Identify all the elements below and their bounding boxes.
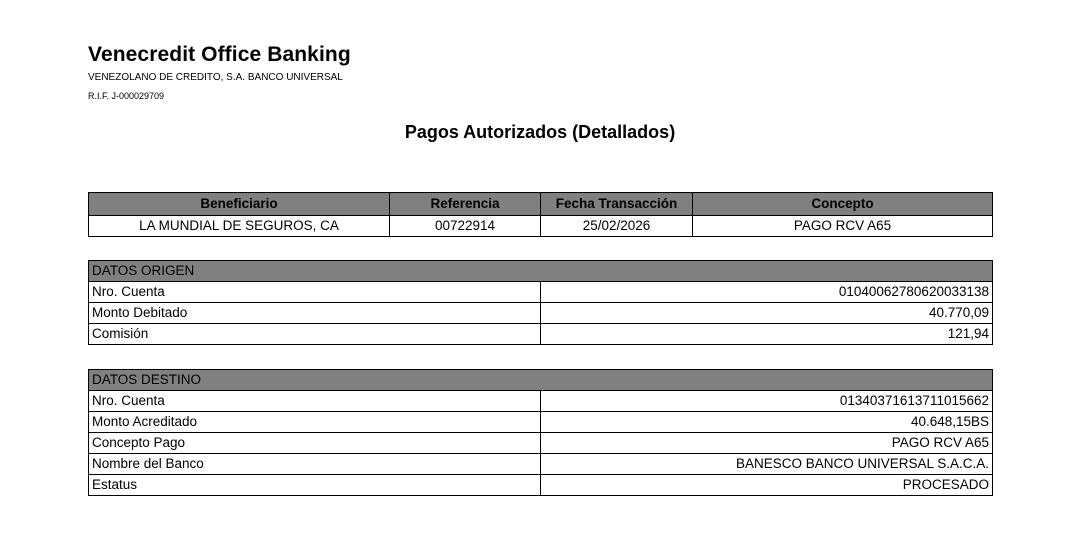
table-row bbox=[89, 433, 993, 454]
row-value: 01340371613711015662 bbox=[541, 391, 993, 412]
row-value: 01040062780620033138 bbox=[541, 282, 993, 303]
referencia-cell: 00722914 bbox=[390, 216, 541, 237]
rif-number: R.I.F. J-000029709 bbox=[88, 91, 165, 101]
row-label: Nro. Cuenta bbox=[89, 282, 541, 303]
fecha-cell: 25/02/2026 bbox=[541, 216, 693, 237]
payment-summary-table bbox=[88, 192, 993, 237]
row-value: 40.648,15BS bbox=[541, 412, 993, 433]
row-value: 121,94 bbox=[541, 324, 993, 345]
table-row bbox=[89, 412, 993, 433]
row-label: Estatus bbox=[89, 475, 541, 496]
row-label: Monto Debitado bbox=[89, 303, 541, 324]
row-label: Concepto Pago bbox=[89, 433, 541, 454]
bank-name: Venecredit Office Banking bbox=[88, 43, 351, 66]
company-name: VENEZOLANO DE CREDITO, S.A. BANCO UNIVERSAL bbox=[88, 72, 343, 83]
row-value: 40.770,09 bbox=[541, 303, 993, 324]
column-header-referencia: Referencia bbox=[390, 193, 541, 216]
row-label: Nro. Cuenta bbox=[89, 391, 541, 412]
beneficiario-cell: LA MUNDIAL DE SEGUROS, CA bbox=[89, 216, 390, 237]
column-header-beneficiario: Beneficiario bbox=[89, 193, 390, 216]
section-title: DATOS ORIGEN bbox=[89, 261, 993, 282]
section-header-destino bbox=[89, 370, 993, 391]
row-label: Monto Acreditado bbox=[89, 412, 541, 433]
row-value: PAGO RCV A65 bbox=[541, 433, 993, 454]
row-label: Nombre del Banco bbox=[89, 454, 541, 475]
row-label: Comisión bbox=[89, 324, 541, 345]
section-header-origen bbox=[89, 261, 993, 282]
row-value: PROCESADO bbox=[541, 475, 993, 496]
table-row bbox=[89, 324, 993, 345]
table-row bbox=[89, 282, 993, 303]
section-title: DATOS DESTINO bbox=[89, 370, 993, 391]
column-header-fecha: Fecha Transacción bbox=[541, 193, 693, 216]
table-row bbox=[89, 303, 993, 324]
concepto-cell: PAGO RCV A65 bbox=[693, 216, 993, 237]
row-value: BANESCO BANCO UNIVERSAL S.A.C.A. bbox=[541, 454, 993, 475]
table-row bbox=[89, 391, 993, 412]
column-header-concepto: Concepto bbox=[693, 193, 993, 216]
datos-origen-table bbox=[88, 260, 993, 345]
table-row bbox=[89, 216, 993, 237]
datos-destino-table bbox=[88, 369, 993, 496]
table-row bbox=[89, 454, 993, 475]
table-row bbox=[89, 475, 993, 496]
report-title: Pagos Autorizados (Detallados) bbox=[404, 122, 676, 142]
summary-header-row bbox=[89, 193, 993, 216]
